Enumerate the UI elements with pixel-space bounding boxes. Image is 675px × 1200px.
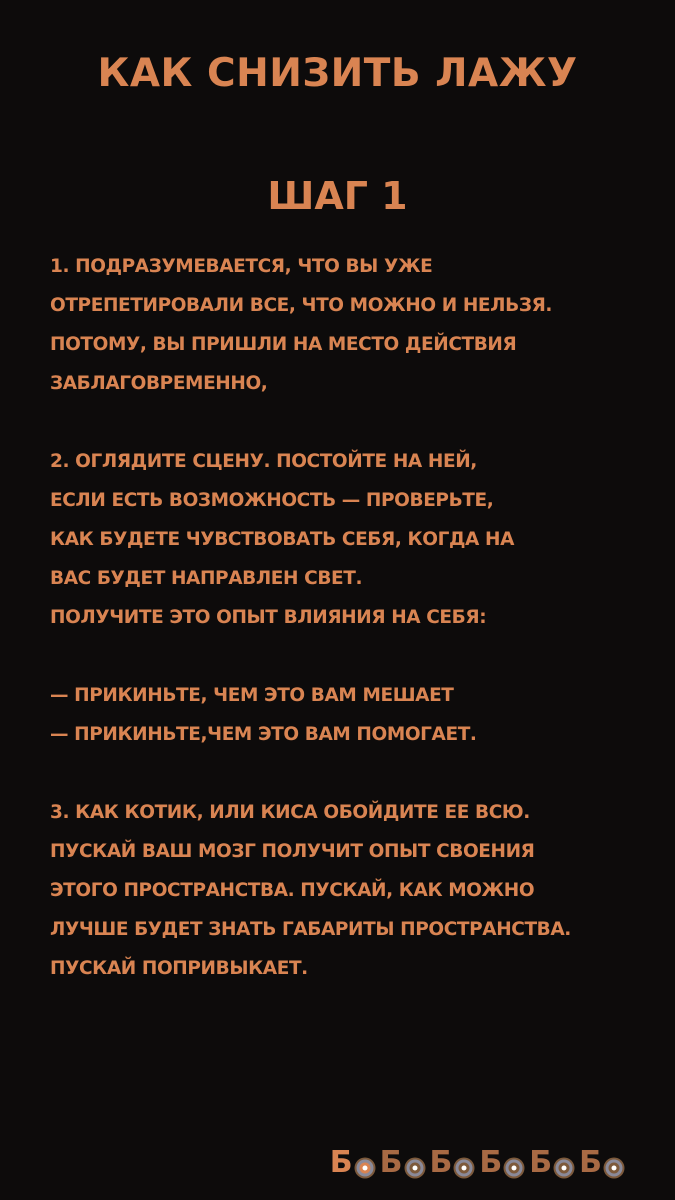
paragraph-gap xyxy=(50,754,650,793)
logo-unit xyxy=(529,1146,575,1180)
record-disc-icon xyxy=(404,1157,426,1179)
text-line: КАК БУДЕТЕ ЧУВСТВОВАТЬ СЕБЯ, КОГДА НА xyxy=(50,529,514,550)
logo-unit xyxy=(330,1146,376,1180)
text-line: ПУСКАЙ ПОПРИВЫКАЕТ. xyxy=(50,958,308,979)
logo-unit xyxy=(479,1146,525,1180)
record-disc-icon xyxy=(503,1157,525,1179)
text-line: ЕСЛИ ЕСТЬ ВОЗМОЖНОСТЬ — ПРОВЕРЬТЕ, xyxy=(50,490,494,511)
logo-unit xyxy=(380,1146,426,1180)
body-text xyxy=(50,247,650,988)
text-line: ПОЛУЧИТЕ ЭТО ОПЫТ ВЛИЯНИЯ НА СЕБЯ: xyxy=(50,607,487,628)
record-disc-icon xyxy=(553,1157,575,1179)
text-line: — ПРИКИНЬТЕ,ЧЕМ ЭТО ВАМ ПОМОГАЕТ. xyxy=(50,724,477,745)
logo-letter: Б xyxy=(329,1145,353,1180)
text-line: 1. ПОДРАЗУМЕВАЕТСЯ, ЧТО ВЫ УЖЕ xyxy=(50,256,433,277)
logo-letter: Б xyxy=(579,1145,602,1180)
logo-unit xyxy=(579,1146,625,1180)
text-line: 2. ОГЛЯДИТЕ СЦЕНУ. ПОСТОЙТЕ НА НЕЙ, xyxy=(50,451,477,472)
logo-unit xyxy=(430,1146,476,1180)
paragraph-gap xyxy=(50,637,650,676)
step-heading: ШАГ 1 xyxy=(267,174,408,218)
record-disc-icon xyxy=(453,1157,475,1179)
text-line: — ПРИКИНЬТЕ, ЧЕМ ЭТО ВАМ МЕШАЕТ xyxy=(50,685,454,706)
logo-letter: Б xyxy=(429,1145,453,1180)
record-disc-icon xyxy=(603,1157,625,1179)
text-line: ПОТОМУ, ВЫ ПРИШЛИ НА МЕСТО ДЕЙСТВИЯ xyxy=(50,334,517,355)
page-title: КАК СНИЗИТЬ ЛАЖУ xyxy=(97,51,578,96)
text-line: ПУСКАЙ ВАШ МОЗГ ПОЛУЧИТ ОПЫТ СВОЕНИЯ xyxy=(50,841,535,862)
logo-letter: Б xyxy=(529,1145,553,1180)
text-line: 3. КАК КОТИК, ИЛИ КИСА ОБОЙДИТЕ ЕЕ ВСЮ. xyxy=(50,802,530,823)
text-line: ЭТОГО ПРОСТРАНСТВА. ПУСКАЙ, КАК МОЖНО xyxy=(50,880,535,901)
logo-letter: Б xyxy=(379,1145,403,1180)
text-line: ВАС БУДЕТ НАПРАВЛЕН СВЕТ. xyxy=(50,568,363,589)
paragraph-gap xyxy=(50,403,650,442)
text-line: ЛУЧШЕ БУДЕТ ЗНАТЬ ГАБАРИТЫ ПРОСТРАНСТВА. xyxy=(50,919,571,940)
brand-logo-strip xyxy=(326,1141,625,1185)
record-disc-icon xyxy=(354,1157,376,1179)
text-line: ОТРЕПЕТИРОВАЛИ ВСЕ, ЧТО МОЖНО И НЕЛЬЗЯ. xyxy=(50,295,553,316)
logo-letter: Б xyxy=(479,1145,503,1180)
text-line: ЗАБЛАГОВРЕМЕННО, xyxy=(50,373,268,394)
